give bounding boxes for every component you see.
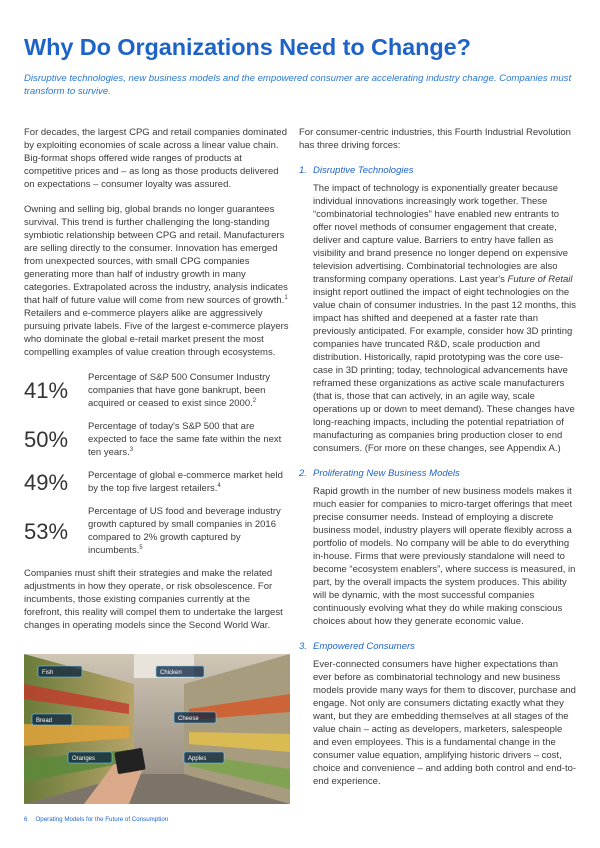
page-title: Why Do Organizations Need to Change? [24, 34, 471, 60]
driver-body: The impact of technology is exponentially greater because individual innovations increasingly work together. These “combinatorial technologies” have enabled new entrants to offer novel methods of consumer engagement that create, deliver and capture value. Barriers to entry have fallen as visibility and brand presence no longer depend on expensive television advertising. Combinatorial technologies are also transforming company operations. Last year's Future of Retail insight report outlined the impact of eight technologies on the value chain of consumer industries. In the past 12 months, this impact has shifted and deepened at a faster rate than previously anticipated. For example, consider how 3D printing companies have truncated R&D, scale production and distribution. Historically, rapid prototyping was the core use-case in 3D printing; today, technological advancements have reframed these organizations as active scale manufacturers (that is, those that can actively, in an agile way, scale operations up or down to meet demand). These changes have long-reaching impacts, including the potential repatriation of manufacturing as companies bring production closer to end consumers. (For more on these changes, see Appendix A.) [313, 183, 576, 454]
stat-value: 41% [24, 378, 69, 403]
stat-item [24, 469, 290, 495]
driver-heading: 1. Disruptive Technologies [299, 165, 414, 176]
paragraph-drivers-intro: For consumer-centric industries, this Fourth Industrial Revolution has three driving forces: [299, 127, 571, 151]
page-number: 6 [24, 816, 28, 823]
ar-label: Oranges [72, 756, 96, 762]
ar-label: Cheese [178, 716, 199, 722]
driver-section [299, 640, 577, 788]
driver-body: Rapid growth in the number of new business models makes it much easier for companies to micro-target offerings that meet precise consumer needs. Instead of employing a discrete business model, industry players will operate flexibly across a portfolio of models. No company will be able to do everything in-house. Firms that were previously standalone will need to become “ecosystem enablers”, where success is measured, in part, by the overall impacts the system produces. This ability will be dynamic, with the most successful companies continuously evolving what they do while making conscious choices about how they generate economic value. [313, 486, 576, 627]
paragraph-conclusion: Companies must shift their strategies and make the related adjustments in how they operate, or risk obsolescence. For incumbents, those existing companies currently at the forefront, this reality will compel them to undertake the largest changes in operating models since the Second World War. [24, 568, 283, 631]
ar-label: Chicken [160, 670, 182, 676]
ar-label: Bread [36, 718, 53, 724]
stat-item [24, 420, 290, 459]
paragraph-intro: For decades, the largest CPG and retail companies dominated by exploiting economies of scale across a linear value chain. Big-format shops offered wide ranges of products at competitive prices and – as long as those products delivered on expectations – consumer loyalty was assured. [24, 127, 287, 190]
document-title: Operating Models for the Future of Consumption [35, 816, 169, 823]
left-column [24, 126, 290, 644]
stat-description: Percentage of global e-commerce market held by the top five largest retailers.$^4$ [88, 470, 283, 494]
paragraph-growth: Owning and selling big, global brands no longer guarantees survival. This trend is further challenging the long-standing symbiotic relationship between CPG and retail. Manufacturers are selling directly to the consumer. Innovation has emerged from unexpected sources, with small CPG companies generating more than half of industry growth in many categories. Extrapolated across the industry, analysis indicates that half of future value will come from new sources of growth.$^1$ Retailers and e-commerce players alike are aggressively pursuing private labels. Five of the largest e-commerce players who dominate the global e-retail market present the most compelling examples of value creation through ecosystems. [24, 204, 289, 358]
ar-label: Apples [188, 756, 207, 762]
right-column [299, 126, 577, 800]
page-footer [24, 816, 168, 823]
driver-heading: 3. Empowered Consumers [299, 641, 415, 652]
stat-item [24, 371, 290, 410]
driver-heading: 2. Proliferating New Business Models [299, 468, 460, 479]
stat-description: Percentage of today's S&P 500 that are expected to face the same fate within the next ten years.$^3$ [88, 421, 282, 458]
supermarket-shelves-image [24, 654, 290, 804]
stat-value: 53% [24, 518, 69, 544]
stat-description: Percentage of US food and beverage industry growth captured by small companies in 2016 compared to 2% growth captured by incumbents.$^5$ [88, 506, 281, 556]
stat-value: 50% [24, 427, 69, 452]
supermarket-photo [24, 654, 290, 804]
stat-item [24, 505, 290, 557]
ar-label: Fish [42, 670, 54, 676]
driver-section [299, 467, 577, 628]
driver-section [299, 164, 577, 455]
stat-description: Percentage of S&P 500 Consumer Industry companies that have gone bankrupt, been acquired or ceased to exist since 2000.$^2$ [88, 372, 271, 409]
stat-value: 49% [24, 469, 69, 495]
page-subtitle: Disruptive technologies, new business models and the empowered consumer are accelerating industry change. Companies must transform to survive. [24, 73, 572, 97]
driver-body: Ever-connected consumers have higher expectations than ever before as combinatorial technology and new business models provide many ways for them to discover, purchase and engage. Not only are consumers dictating exactly what they want, but they are embedding themselves at all stages of the value chain – acting as developers, marketers, salespeople and even employees. This is a fundamental change in the consumer value equation, amplifying historic drivers – cost, choice and convenience – and adding both control and end-to-end experience. [313, 659, 577, 787]
